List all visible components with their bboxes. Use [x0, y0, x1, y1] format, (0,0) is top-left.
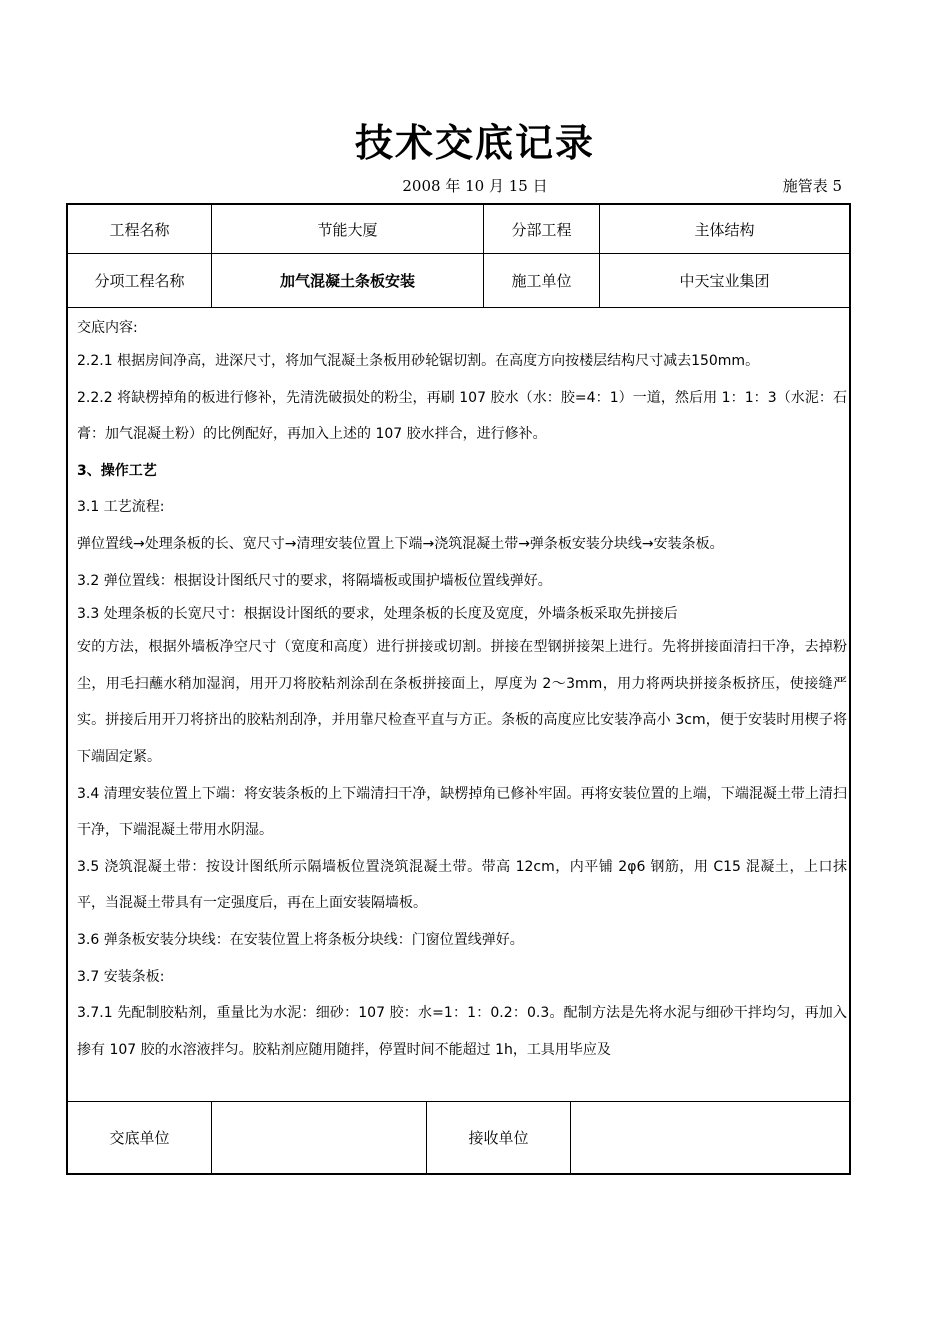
- content-line: 2.2.2 将缺楞掉角的板进行修补，先清洗破损处的粉尘，再刷 107 胶水（水：胶=4：1）一道，然后用 1：1：3（水泥：石膏：加气混凝土粉）的比例配好，再加入上述的 107 胶水拌合，进行修补。: [77, 389, 847, 443]
- receiver-unit-value: [571, 1102, 849, 1173]
- record-date: 2008 年 10 月 15 日: [402, 177, 548, 195]
- content-line: 3.7 安装条板:: [77, 968, 165, 985]
- contractor-value: 中天宝业集团: [679, 272, 770, 290]
- subitem-value: 加气混凝土条板安装: [279, 272, 415, 290]
- division-label: 分部工程: [511, 220, 572, 239]
- content-line: 3.2 弹位置线：根据设计图纸尺寸的要求，将隔墙板或围护墙板位置线弹好。: [77, 572, 552, 589]
- receiver-unit-label: 接收单位: [468, 1129, 529, 1147]
- handover-unit-value: [212, 1102, 426, 1173]
- contractor-label: 施工单位: [511, 272, 572, 290]
- handover-content: [77, 313, 847, 1101]
- project-name-value: 节能大厦: [317, 220, 378, 239]
- content-line: 3.5 浇筑混凝土带：按设计图纸所示隔墙板位置浇筑混凝土带。带高 12cm，内平铺 2φ6 钢筋，用 C15 混凝土，上口抹平，当混凝土带具有一定强度后，再在上面安装隔墙板。: [77, 858, 847, 912]
- record-table: [66, 203, 851, 1175]
- division-value: 主体结构: [694, 220, 755, 239]
- content-line: 3.4 清理安装位置上下端：将安装条板的上下端清扫干净，缺楞掉角已修补牢固。再将安装位置的上端，下端混凝土带上清扫干净，下端混凝土带用水阴湿。: [77, 785, 847, 839]
- row-divider: [68, 307, 849, 308]
- content-line: 安的方法，根据外墙板净空尺寸（宽度和高度）进行拼接或切割。拼接在型钢拼接架上进行。先将拼接面清扫干净，去掉粉尘，用毛扫蘸水稍加湿润，用开刀将胶粘剂涂刮在条板拼接面上，厚度为 2～3mm，用力将两块拼接条板挤压，使接缝严实。拼接后用开刀将挤出的胶粘剂刮净，并用靠尺检查平直与方正。条板的高度应比安装净高小 3cm，便于安装时用楔子将下端固定紧。: [77, 639, 847, 765]
- content-line: 弹位置线→处理条板的长、宽尺寸→清理安装位置上下端→浇筑混凝土带→弹条板安装分块线→安装条板。: [77, 535, 724, 552]
- content-line: 3.3 处理条板的长宽尺寸：根据设计图纸的要求，处理条板的长度及宽度，外墙条板采取先拼接后: [77, 606, 678, 623]
- content-line: 3.1 工艺流程:: [77, 499, 165, 516]
- form-number: 施管表 5: [782, 177, 842, 195]
- content-label: 交底内容:: [77, 320, 138, 336]
- project-name-label: 工程名称: [109, 220, 170, 239]
- content-line: 2.2.1 根据房间净高，进深尺寸，将加气混凝土条板用砂轮锯切割。在高度方向按楼层结构尺寸减去150mm。: [77, 353, 760, 369]
- subitem-label: 分项工程名称: [94, 272, 185, 290]
- handover-unit-label: 交底单位: [109, 1129, 170, 1147]
- content-line: 3.6 弹条板安装分块线：在安装位置上将条板分块线：门窗位置线弹好。: [77, 931, 524, 948]
- page-title: 技术交底记录: [354, 121, 595, 165]
- content-line: 3.7.1 先配制胶粘剂，重量比为水泥：细砂：107 胶：水=1：1：0.2：0.3。配制方法是先将水泥与细砂干拌均匀，再加入掺有 107 胶的水溶液拌匀。胶粘剂应随用随拌，停置时间不能超过 1h，工具用毕应及: [77, 1005, 847, 1058]
- section-heading: 3、操作工艺: [77, 462, 157, 479]
